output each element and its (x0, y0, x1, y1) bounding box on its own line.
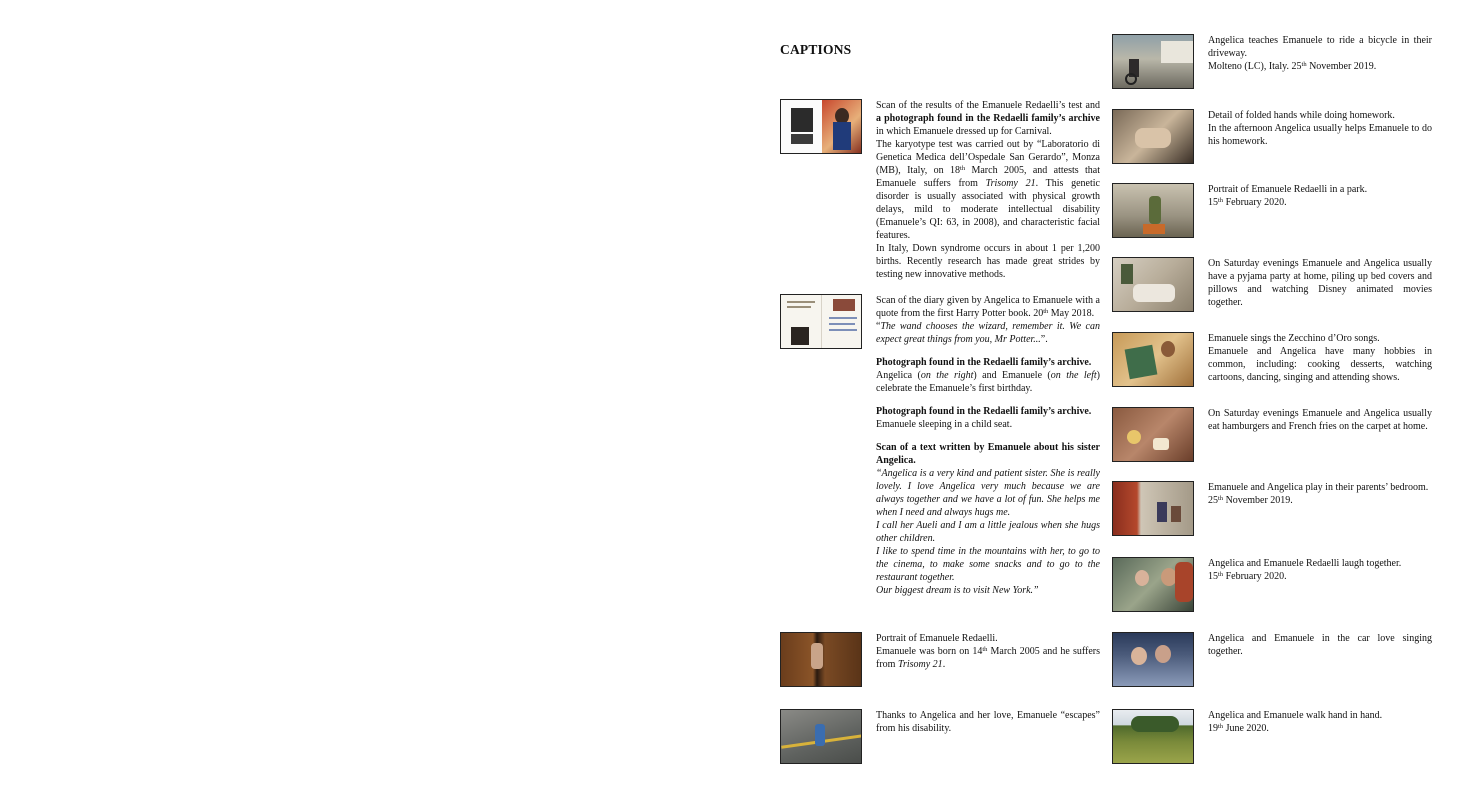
karyotype-scan-thumbnail (780, 99, 862, 154)
caption-portrait: Portrait of Emanuele Redaelli. Emanuele was born on 14th March 2005 and he suffers from Trisomy 21. (876, 633, 1100, 670)
car-singing-thumbnail (1112, 632, 1194, 687)
hamburgers-thumbnail (1112, 407, 1194, 462)
caption-escapes: Thanks to Angelica and her love, Emanuele “escapes” from his disability. (876, 710, 1100, 734)
caption-hamburgers: On Saturday evenings Emanuele and Angelica usually eat hamburgers and French fries on the carpet at home. (1208, 408, 1432, 432)
hand-in-hand-thumbnail (1112, 709, 1194, 764)
escapes-thumbnail (780, 709, 862, 764)
caption-park-portrait: Portrait of Emanuele Redaelli in a park. 15th February 2020. (1208, 184, 1368, 208)
caption-homework: Detail of folded hands while doing homework. In the afternoon Angelica usually helps Emanuele to do his homework. (1208, 110, 1432, 147)
park-portrait-thumbnail (1112, 183, 1194, 238)
diary-scan-thumbnail (780, 294, 862, 349)
pyjama-party-thumbnail (1112, 257, 1194, 312)
homework-thumbnail (1112, 109, 1194, 164)
caption-bedroom: Emanuele and Angelica play in their parents’ bedroom. 25th November 2019. (1208, 482, 1429, 506)
portrait-thumbnail (780, 632, 862, 687)
caption-bicycle: Angelica teaches Emanuele to ride a bicycle in their driveway. Molteno (LC), Italy. 25th November 2019. (1208, 35, 1432, 72)
caption-car-singing: Angelica and Emanuele in the car love singing together. (1208, 633, 1432, 657)
caption-singing: Emanuele sings the Zecchino d’Oro songs. Emanuele and Angelica have many hobbies in common, including: cooking desserts, watching cartoons, dancing, singing and attending shows. (1208, 333, 1432, 383)
singing-thumbnail (1112, 332, 1194, 387)
caption-laugh: Angelica and Emanuele Redaelli laugh together. 15th February 2020. (1208, 558, 1402, 582)
caption-diary-and-archive: Scan of the diary given by Angelica to Emanuele with a quote from the first Harry Potter book. 20th May 2018. “The wand chooses the wizard, remember it. We can expect great things from you, Mr Potter...”. Photograph found in the Redaelli family’s archive. Angelica (on the right) and Emanuele (on the left) celebrate the Emanuele’s first birthday. Photograph found in the Redaelli family’s archive. Emanuele sleeping in a child seat. Scan of a text written by Emanuele about his sister Angelica. “Angelica is a very kind and patient sister. She is really lovely. I love Angelica very much because we are always together and we have a lot of fun. She helps me when I need and always hugs me. I call her Aueli and I am a little jealous when she hugs other children. I like to spend time in the mountains with her, to go to the cinema, to make some snacks and to go to the restaurant together. Our biggest dream is to visit New York.” (876, 295, 1100, 596)
laugh-thumbnail (1112, 557, 1194, 612)
captions-heading: CAPTIONS (780, 42, 852, 57)
caption-hand-in-hand: Angelica and Emanuele walk hand in hand. 19th June 2020. (1208, 710, 1383, 734)
bedroom-thumbnail (1112, 481, 1194, 536)
bicycle-thumbnail (1112, 34, 1194, 89)
caption-pyjama-party: On Saturday evenings Emanuele and Angelica usually have a pyjama party at home, piling up bed covers and pillows and watching Disney animated movies together. (1208, 258, 1432, 308)
caption-karyotype-scan: Scan of the results of the Emanuele Redaelli’s test and a photograph found in the Redaelli family’s archive in which Emanuele dressed up for Carnival. The karyotype test was carried out by “Laboratorio di Genetica Medica dell’Ospedale San Gerardo”, Monza (MB), Italy, on 18th March 2005, and attests that Emanuele suffers from Trisomy 21. This genetic disorder is usually associated with physical growth delays, mild to moderate intellectual disability (Emanuele’s QI: 63, in 2008), and characteristic facial features. In Italy, Down syndrome occurs in about 1 per 1,200 births. Recently research has made great strides by testing new innovative methods. (876, 100, 1100, 280)
